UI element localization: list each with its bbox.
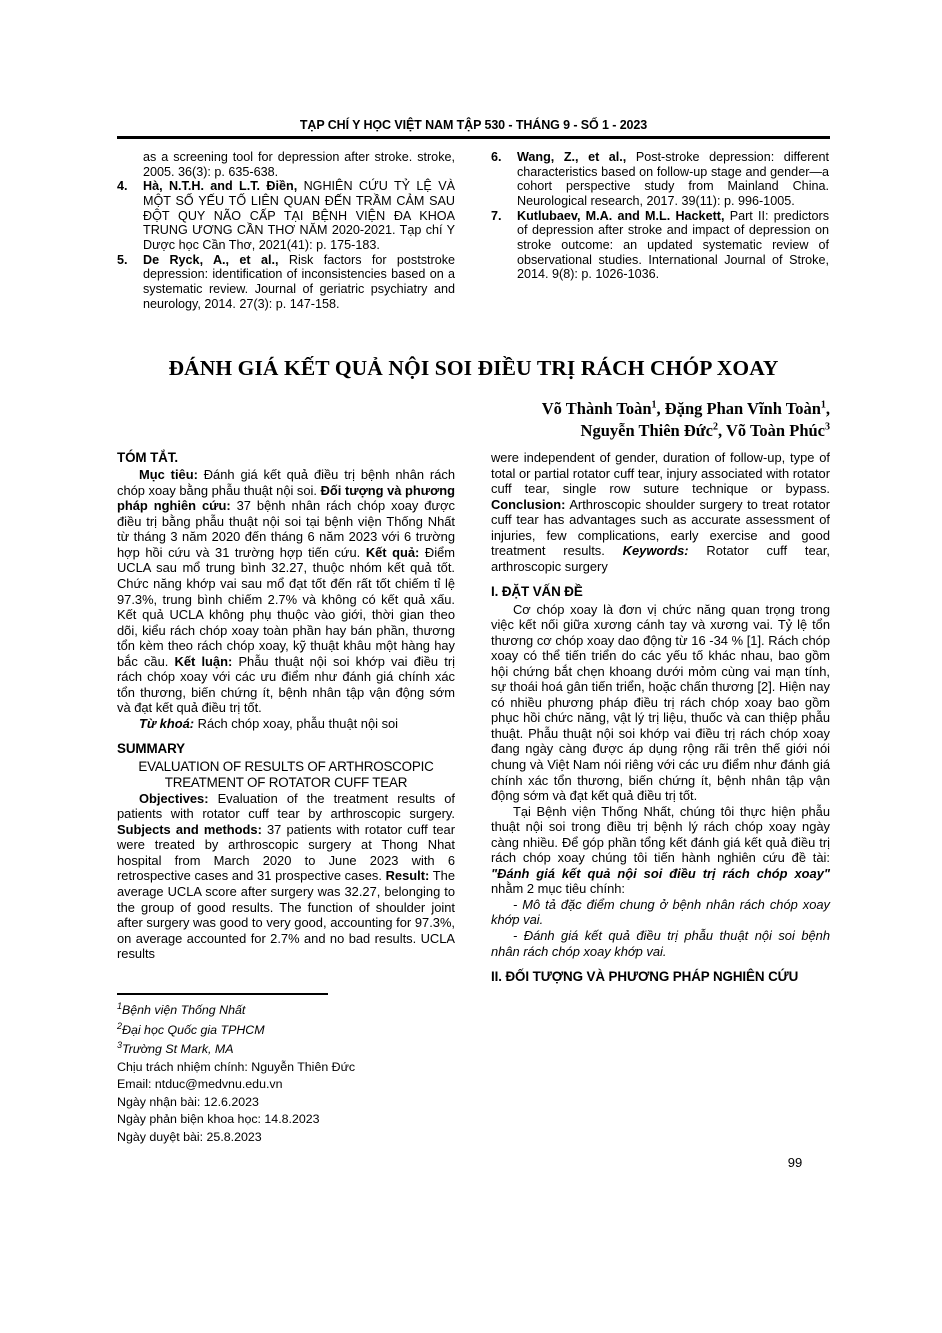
section-heading-intro: I. ĐẶT VẤN ĐỀ (491, 584, 583, 600)
intro-p2-b: nhằm 2 mục tiêu chính: (491, 881, 625, 897)
author-line-2 (455, 420, 830, 442)
text-conclusion-en: Arthroscopic shoulder surgery to treat rotator cuff tear has advantages such as accurate assessment of injuries, few complications, early exercise and good treatment results. (491, 496, 830, 559)
section-heading-methods: II. ĐỐI TƯỢNG VÀ PHƯƠNG PHÁP NGHIÊN CỨU (491, 969, 799, 985)
affiliation-text: Bệnh viện Thống Nhất (122, 1003, 246, 1018)
abstract-en-heading: SUMMARY (117, 741, 185, 757)
corresponding-email: Email: ntduc@medvnu.edu.vn (117, 1077, 283, 1092)
reference-item (117, 253, 455, 312)
date-received: Ngày nhận bài: 12.6.2023 (117, 1094, 259, 1109)
label-results-vi: Kết quả: (365, 544, 420, 560)
text-subjects-en: 37 patients with rotator cuff tear were treated by arthroscopic surgery at Thong Nhat hospital from March 2020 to June 2023 with 6 retrospective cases and 31 prospective cases. (117, 821, 455, 884)
author-name: , Võ Toàn Phúc (718, 421, 825, 441)
page-number: 99 (787, 1155, 803, 1170)
affiliation-3 (117, 1039, 457, 1059)
reference-number: 5. (117, 252, 128, 267)
text-conclusion-vi: Phẫu thuật nội soi khớp vai điều trị rách chóp xoay với các ưu điểm như đánh giá chính xác tổn thương, biến chứng ít, bệnh nhân tập vận động sớm và đạt kết quả điều trị tốt. (117, 653, 455, 716)
label-objectives-en: Objectives: (139, 790, 209, 806)
affiliation-1 (117, 1000, 457, 1020)
references-block (117, 150, 830, 311)
reference-title: Part II: predictors of depression after stroke and impact of depression on stroke outcome: an updated systematic review of observational studies. (517, 208, 830, 267)
affiliation-marker: 1 (117, 1001, 123, 1011)
reference-number: 4. (117, 179, 128, 194)
affiliation-marker: 1 (820, 399, 826, 411)
reference-text (517, 209, 829, 282)
reference-continuation: as a screening tool for depression after stroke. stroke, 2005. 36(3): p. 635-638. (143, 150, 455, 179)
reference-authors: Wang, Z., et al., (517, 150, 627, 164)
date-reviewed: Ngày phản biện khoa học: 14.8.2023 (117, 1112, 320, 1127)
abstract-vi-heading: TÓM TẮT. (117, 450, 178, 465)
label-keywords-en: Keywords: (622, 543, 689, 559)
footnote-rule (117, 993, 328, 995)
affiliation-text: Đại học Quốc gia TPHCM (122, 1022, 265, 1037)
keywords-vi (117, 716, 455, 732)
reference-source: International Journal of Stroke, 2014. 9(8): p. 1026-1036. (517, 252, 829, 282)
abstract-en-body (117, 791, 455, 962)
text-objective-vi: Đánh giá kết quả điều trị bệnh nhân rách chóp xoay bằng phẫu thuật nội soi. (117, 467, 455, 498)
body-column-right (491, 450, 830, 986)
reference-text (517, 150, 829, 209)
intro-p2-a: Tại Bệnh viện Thống Nhất, chúng tôi thực hiện phẫu thuật nội soi trong điều trị bệnh lý rách chóp xoay ngày càng nhiều. Để góp phần tổng kết đánh giá kết quả điều trị rách chóp xoay chúng tôi tiến hành nghiên cứu đề tài: (491, 803, 830, 866)
english-title-line-2: TREATMENT OF ROTATOR CUFF TEAR (164, 774, 408, 790)
reference-source: Neurological research, 2017. 39(11): p. 996-1005. (517, 193, 795, 208)
text-results-vi: Điểm UCLA sau mổ trung bình 32.27, thuộc nhóm kết quả tốt. Chức năng khớp vai sau mổ đạt tốt đến rất tốt chiếm tỉ lệ 97.3%, trung bình chiếm 2.7% và không có kết quả xấu. Kết quả UCLA không phụ thuộc vào giới, thời gian theo dõi, kiểu rách chóp xoay toàn phần hay bán phần, thương tổn kèm theo rách chóp xoay, kỹ thuật khâu một hàng hay bắc cầu. (117, 544, 455, 669)
affiliation-marker: 2 (713, 421, 718, 433)
text-subjects-vi: 37 bệnh nhân rách chóp xoay được điều trị bằng phẫu thuật nội soi tại bệnh viện Thống Nhất từ tháng 3 năm 2020 đến tháng 6 năm 2023 với 6 trường hợp hồi cứu và 31 trường hợp tiến cứu. (117, 498, 456, 560)
label-subjects-en: Subjects and methods: (117, 821, 262, 837)
author-line-1 (455, 398, 830, 420)
affiliation-marker: 3 (117, 1040, 123, 1051)
abstract-vi-body (117, 467, 455, 716)
label-keywords-vi: Từ khoá: (139, 715, 195, 731)
intro-paragraph-2 (491, 804, 830, 897)
reference-title: NGHIÊN CỨU TỶ LỆ VÀ MỘT SỐ YẾU TỐ LIÊN QUAN ĐẾN TRẦM CẢM SAU ĐỘT QUY NÃO CẤP TẠI BỆNH VIỆN ĐA KHOA TRUNG ƯƠNG CẦN THƠ NĂM 2020-2021. (143, 179, 455, 238)
affiliation-2 (117, 1020, 457, 1040)
date-accepted: Ngày duyệt bài: 25.8.2023 (117, 1129, 262, 1144)
references-column-right (491, 150, 829, 311)
text-objectives-en: Evaluation of the treatment results of patients with rotator cuff tear by arthroscopic surgery. (117, 790, 455, 822)
text-result-en: The average UCLA score after surgery was 32.27, belonging to the group of good results. The function of shoulder joint after surgery was good to very good, accounting for 97.3%, on average accounted for 2.7% and no bad results. UCLA results (117, 868, 455, 962)
label-subjects-vi: Đối tượng và phương pháp nghiên cứu: (117, 482, 455, 514)
running-head: TẠP CHÍ Y HỌC VIỆT NAM TẬP 530 - THÁNG 9 - SỐ 1 - 2023 (299, 118, 648, 132)
reference-source: Journal of geriatric psychiatry and neurology, 2014. 27(3): p. 147-158. (143, 281, 455, 311)
reference-text (143, 179, 455, 252)
body-column-left (117, 450, 455, 962)
affiliation-marker: 2 (117, 1020, 123, 1031)
label-conclusion-vi: Kết luận: (174, 653, 233, 669)
author-name: Võ Thành Toàn (541, 399, 652, 418)
english-title-line-1: EVALUATION OF RESULTS OF ARTHROSCOPIC (138, 758, 434, 774)
author-name: , Đặng Phan Vĩnh Toàn (656, 399, 821, 418)
text-result-en-cont: were independent of gender, duration of follow-up, type of total or partial rotator cuff tear, injury associated with rotator cuff tear, single row suture technique or bypass. (491, 450, 830, 497)
text-keywords-en: Rotator cuff tear, arthroscopic surgery (491, 543, 830, 574)
reference-source: Tạp chí Y Dược học Cần Thơ, 2021(41): p. 175-183. (143, 223, 455, 252)
intro-objective-2: - Đánh giá kết quả điều trị phẫu thuật nội soi bệnh nhân rách chóp xoay khớp vai. (491, 928, 830, 959)
affiliation-marker: 3 (825, 421, 830, 433)
reference-number: 6. (491, 150, 502, 164)
corresponding-author: Chịu trách nhiệm chính: Nguyễn Thiên Đức (117, 1059, 356, 1074)
reference-authors: Kutlubaev, M.A. and M.L. Hackett, (517, 208, 725, 223)
text-keywords-vi: Rách chóp xoay, phẫu thuật nội soi (194, 715, 399, 731)
reference-title: Post-stroke depression: different characteristics based on follow-up stage and gender—a cohort perspective study from Mainland China. (517, 150, 830, 194)
label-objective-vi: Mục tiêu: (139, 467, 198, 483)
reference-text (143, 253, 455, 312)
reference-item (491, 209, 829, 282)
intro-objective-1: - Mô tả đặc điểm chung ở bệnh nhân rách chóp xoay khớp vai. (491, 896, 830, 928)
reference-number: 7. (491, 208, 502, 223)
affiliation-marker: 1 (651, 399, 657, 411)
header-rule (117, 136, 830, 139)
abstract-en-continuation (491, 450, 830, 574)
english-title (117, 759, 455, 791)
intro-paragraph-1: Cơ chóp xoay là đơn vị chức năng quan trọng trong việc kết nối giữa xương cánh tay và xương vai. Tỷ lệ tổn thương cơ chóp xoay dao động từ 16 -34 % [1]. Rách chóp xoay có thể tiến triển do các yếu tố khác nhau, bao gồm hội chứng bắt chẹn khoang dưới mỏm cùng vai mạn tính, sự thoái hoá gân tiến triển, hoặc chấn thương [2]. Hiện nay có nhiều phương pháp điều trị rách chóp xoay bao gồm phục hồi chức năng, vật lý trị liệu, thuốc và can thiệp phẫu thuật. Phẫu thuật nội soi khớp vai điều trị rách chóp xoay đang ngày càng được áp dụng rộng rãi trên thế giới nói chung và Việt Nam nói riêng với các ưu điểm như đánh giá chính xác tổn thương, biến chứng ít, bệnh nhân tập vận động sớm và đạt kết quả điều trị tốt. (491, 601, 830, 804)
label-result-en: Result: (385, 868, 430, 884)
references-column-left (117, 150, 455, 311)
author-separator: , (825, 399, 830, 418)
author-list (455, 398, 830, 443)
author-name: Nguyễn Thiên Đức (580, 421, 713, 441)
affiliation-text: Trường St Mark, MA (122, 1042, 234, 1057)
reference-title: Risk factors for poststroke depression: identification of inconsistencies based on a systematic review. (143, 252, 456, 296)
reference-authors: Hà, N.T.H. and L.T. Điền, (143, 179, 298, 194)
label-conclusion-en: Conclusion: (491, 496, 566, 512)
reference-item (491, 150, 829, 209)
reference-authors: De Ryck, A., et al., (143, 252, 279, 267)
footnote-block (117, 1000, 457, 1146)
reference-item (117, 179, 455, 252)
article-title: ĐÁNH GIÁ KẾT QUẢ NỘI SOI ĐIỀU TRỊ RÁCH CHÓP XOAY (168, 356, 779, 380)
intro-p2-quote: "Đánh giá kết quả nội soi điều trị rách chóp xoay" (491, 865, 830, 881)
